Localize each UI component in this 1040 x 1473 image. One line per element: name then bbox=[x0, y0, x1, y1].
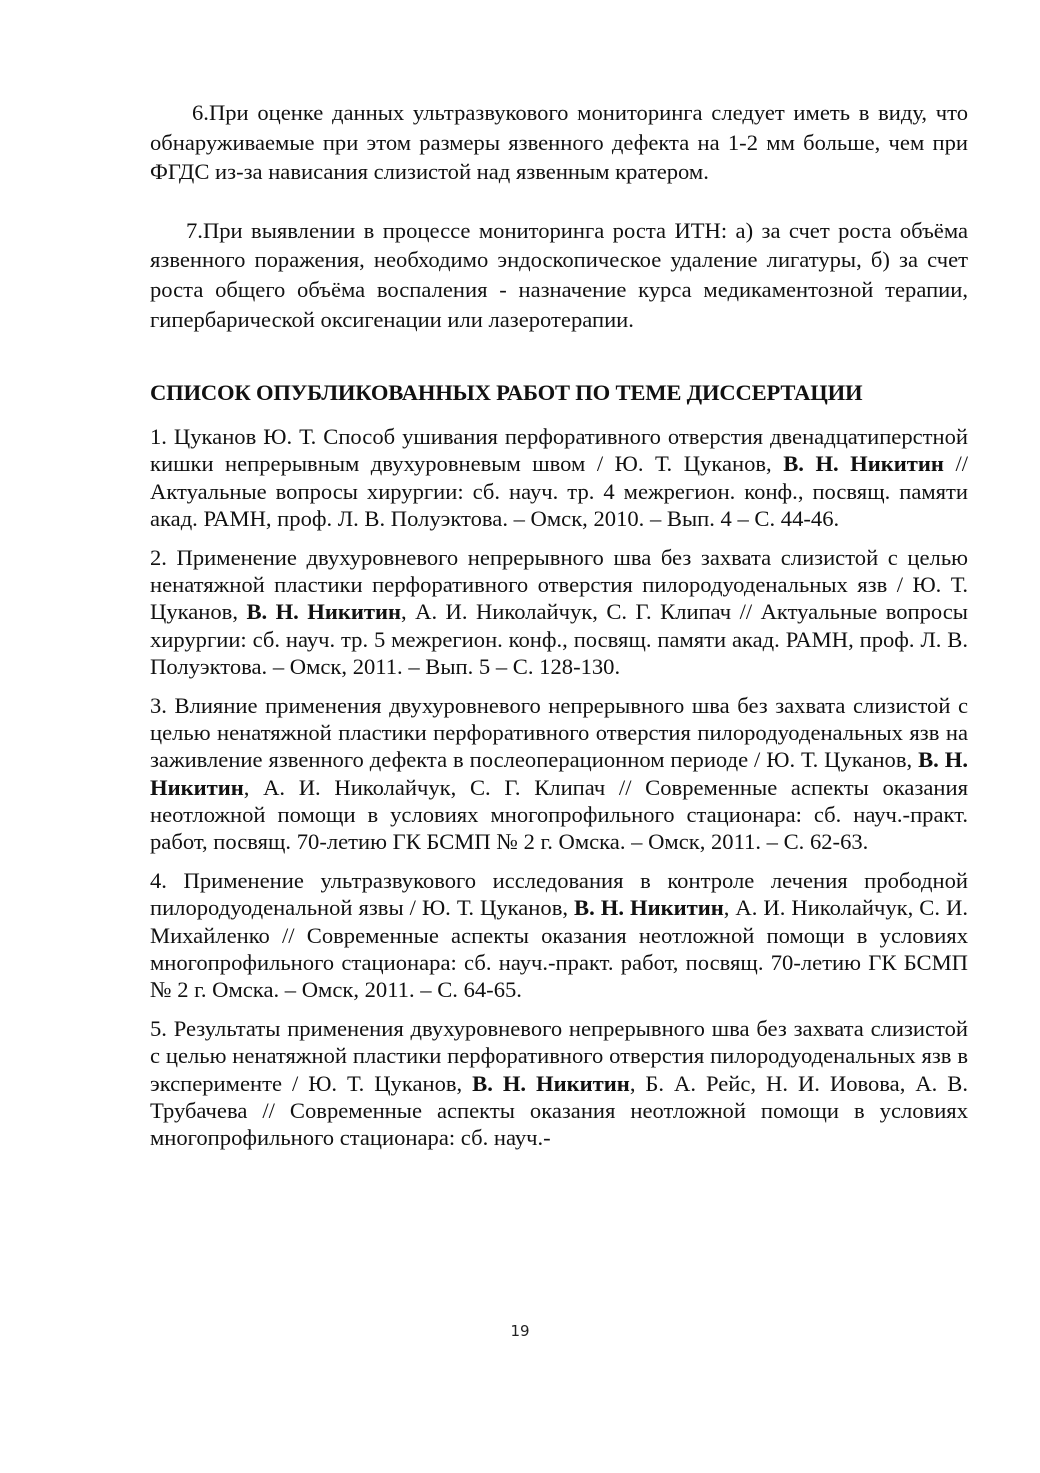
reference-text: // Актуальные вопросы хирургии: сб. науч. тр. 4 межрегион. конф., посвящ. памяти акад. РАМН, проф. Л. В. Полуэктова. – Омск, 2010. – Вып. 4 – С. 44-46. bbox=[150, 451, 969, 531]
document-page bbox=[150, 98, 968, 1151]
reference-item-1 bbox=[150, 423, 968, 532]
reference-item-5 bbox=[150, 1015, 968, 1151]
publications-heading: СПИСОК ОПУБЛИКОВАННЫХ РАБОТ ПО ТЕМЕ ДИССЕРТАЦИИ bbox=[150, 380, 863, 406]
reference-text: 2. Применение двухуровневого непрерывного шва без захвата слизистой с целью ненатяжной пластики перфоративного отверстия пилородуоденальных язв / Ю. Т. Цуканов, bbox=[150, 544, 968, 625]
recommendation-paragraph-6: 6.При оценке данных ультразвукового мониторинга следует иметь в виду, что обнаруживаемые при этом размеры язвенного дефекта на 1-2 мм больше, чем при ФГДС из-за нависания слизистой над язвенным кратером. bbox=[150, 100, 968, 185]
reference-author-highlight: В. Н. Никитин bbox=[574, 895, 724, 921]
reference-text: , А. И. Николайчук, С. Г. Клипач // Современные аспекты оказания неотложной помощи в условиях многопрофильного стационара: сб. науч.-практ. работ, посвящ. 70-летию ГК БСМП № 2 г. Омска. – Омск, 2011. – С. 62-63. bbox=[150, 774, 968, 854]
reference-text: 4. Применение ультразвукового исследования в контроле лечения прободной пилородуоденальной язвы / Ю. Т. Цуканов, bbox=[150, 868, 968, 921]
reference-text: , Б. А. Рейс, Н. И. Иовова, А. В. Трубачева // Современные аспекты оказания неотложной помощи в условиях многопрофильного стационара: сб. науч.- bbox=[150, 1070, 968, 1151]
recommendation-paragraph-7: 7.При выявлении в процессе мониторинга роста ИТН: а) за счет роста объёма язвенного поражения, необходимо эндоскопическое удаление лигатуры, б) за счет роста общего объёма воспаления - назначение курса медикаментозной терапии, гипербарической оксигенации или лазеротерапии. bbox=[150, 217, 968, 332]
reference-author-highlight: В. Н. Никитин bbox=[246, 599, 402, 625]
reference-text: 5. Результаты применения двухуровневого непрерывного шва без захвата слизистой с целью ненатяжной пластики перфоративного отверстия пилородуоденальных язв в эксперименте / Ю. Т. Цуканов, bbox=[150, 1016, 968, 1096]
reference-author-highlight: В. Н. Никитин bbox=[783, 451, 944, 477]
reference-text: , А. И. Николайчук, С. Г. Клипач // Актуальные вопросы хирургии: сб. науч. тр. 5 межрегион. конф., посвящ. памяти акад. РАМН, проф. Л. В. Полуэктова. – Омск, 2011. – Вып. 5 – С. 128-130. bbox=[150, 599, 968, 679]
reference-text: 3. Влияние применения двухуровневого непрерывного шва без захвата слизистой с целью ненатяжной пластики перфоративного отверстия пилородуоденальных язв на заживление язвенного дефекта в послеоперационном периоде / Ю. Т. Цуканов, bbox=[150, 692, 968, 773]
reference-item-4 bbox=[150, 867, 968, 1003]
reference-author-highlight: В. Н. Никитин bbox=[150, 747, 968, 800]
reference-author-highlight: В. Н. Никитин bbox=[472, 1070, 630, 1096]
page-number: 19 bbox=[510, 1322, 530, 1340]
reference-item-3 bbox=[150, 692, 968, 855]
reference-item-2 bbox=[150, 544, 968, 680]
reference-text: , А. И. Николайчук, С. И. Михайленко // Современные аспекты оказания неотложной помощи в условиях многопрофильного стационара: сб. науч.-практ. работ, посвящ. 70-летию ГК БСМП № 2 г. Омска. – Омск, 2011. – С. 64-65. bbox=[150, 895, 968, 1003]
reference-text: 1. Цуканов Ю. Т. Способ ушивания перфоративного отверстия двенадцатиперстной кишки непрерывным двухуровневым швом / Ю. Т. Цуканов, bbox=[150, 424, 968, 477]
